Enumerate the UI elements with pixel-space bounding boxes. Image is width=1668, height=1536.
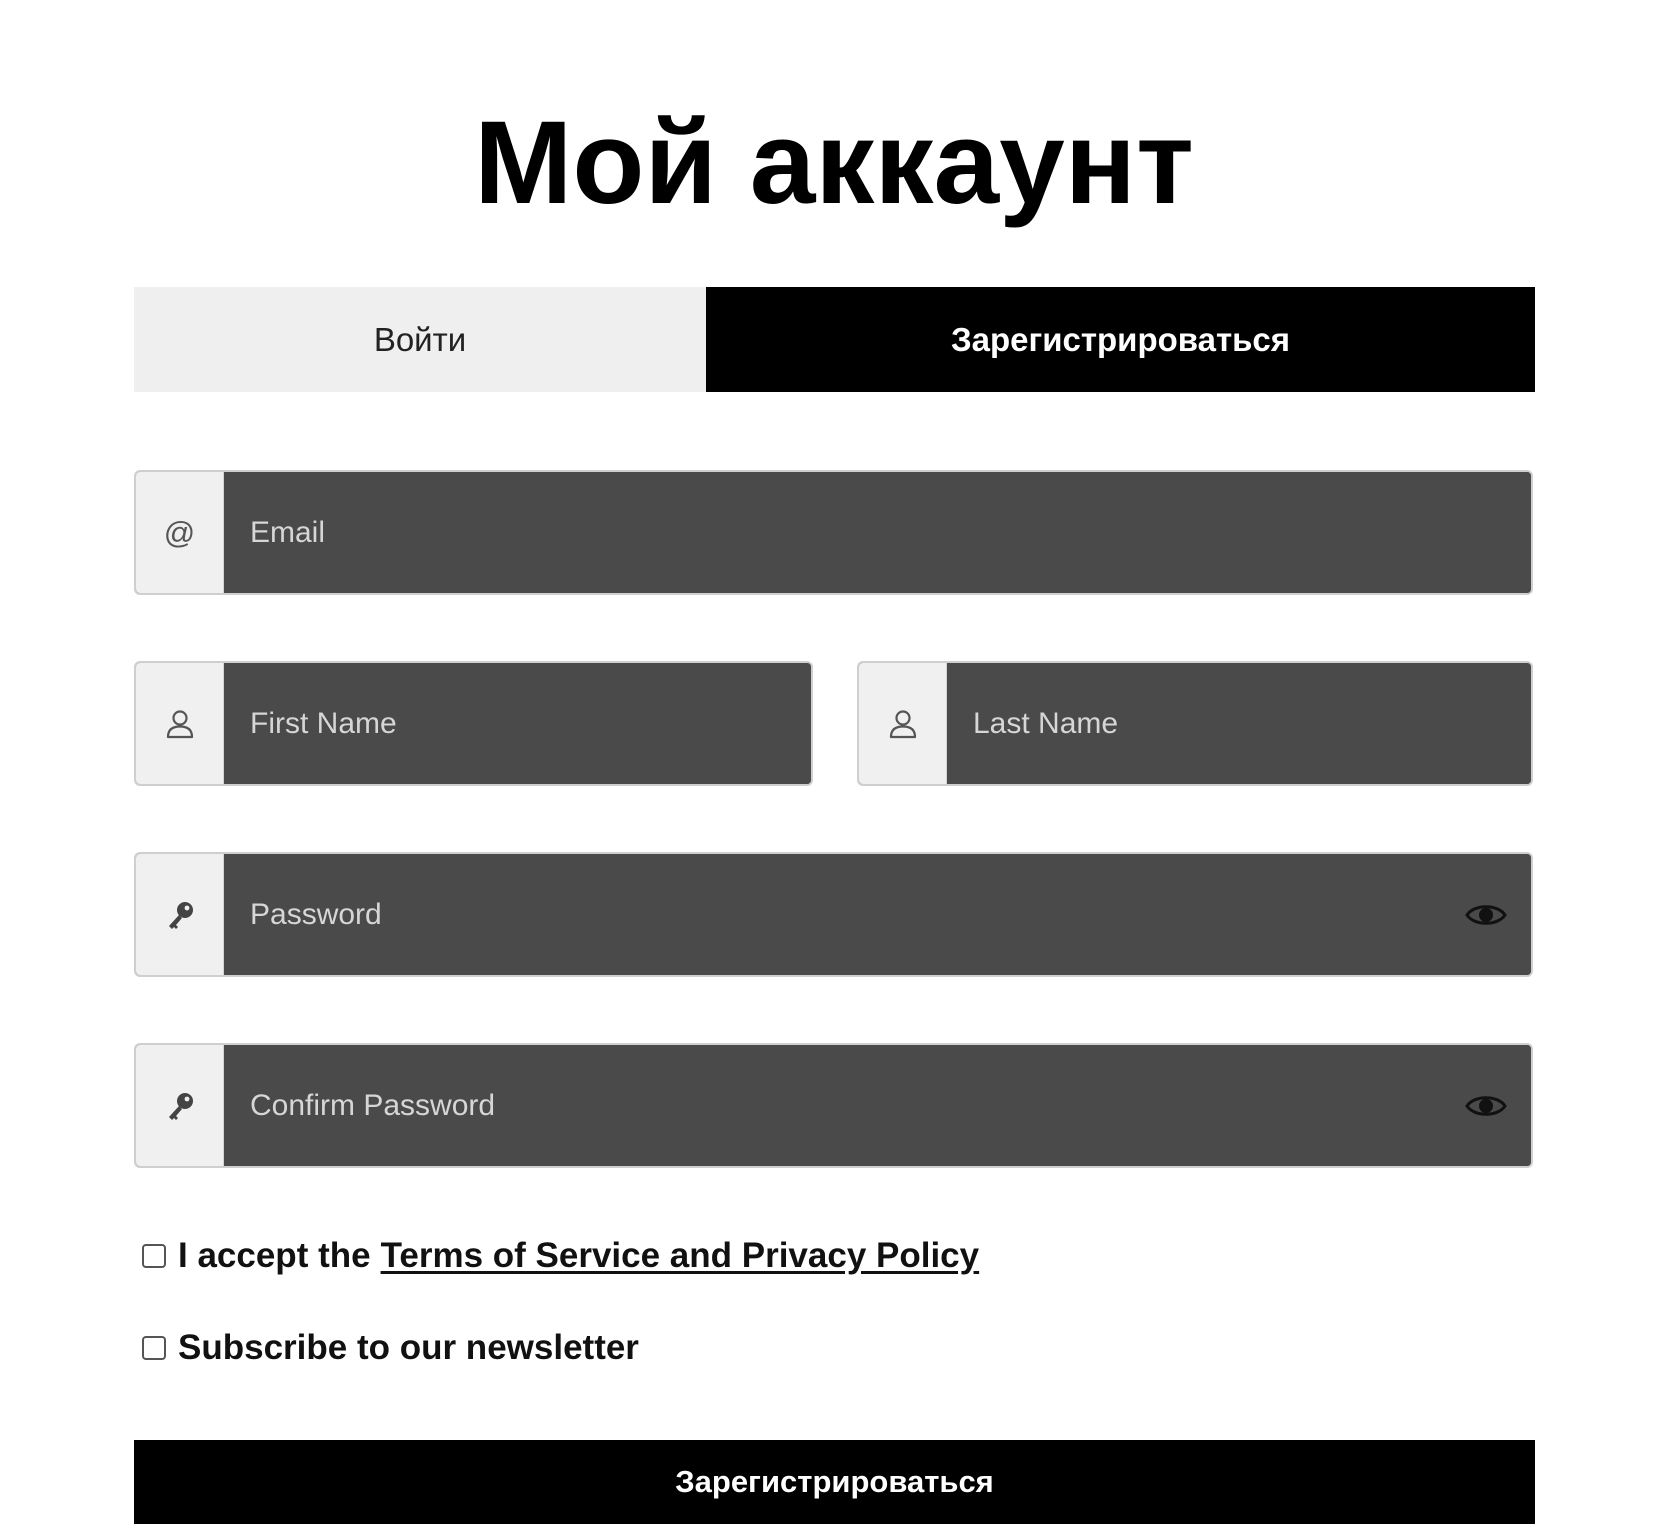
terms-prefix: I accept the xyxy=(178,1236,371,1275)
newsletter-row xyxy=(142,1328,639,1368)
confirm-password-input[interactable] xyxy=(224,1045,1441,1166)
terms-checkbox[interactable] xyxy=(142,1244,166,1268)
eye-icon[interactable] xyxy=(1441,1045,1531,1166)
password-field xyxy=(134,852,1533,977)
key-icon xyxy=(136,1045,224,1166)
page-title: Мой аккаунт xyxy=(474,97,1194,230)
auth-tabs xyxy=(134,287,1535,392)
email-field xyxy=(134,470,1533,595)
tab-login[interactable]: Войти xyxy=(134,287,706,392)
key-icon xyxy=(136,854,224,975)
terms-row xyxy=(142,1236,979,1276)
confirm-password-field xyxy=(134,1043,1533,1168)
user-icon xyxy=(136,663,224,784)
last-name-field xyxy=(857,661,1533,786)
register-button[interactable]: Зарегистрироваться xyxy=(134,1440,1535,1524)
first-name-field xyxy=(134,661,813,786)
email-input[interactable] xyxy=(224,472,1531,593)
eye-icon[interactable] xyxy=(1441,854,1531,975)
at-icon: @ xyxy=(136,472,224,593)
password-input[interactable] xyxy=(224,854,1441,975)
user-icon xyxy=(859,663,947,784)
newsletter-checkbox[interactable] xyxy=(142,1336,166,1360)
last-name-input[interactable] xyxy=(947,663,1531,784)
first-name-input[interactable] xyxy=(224,663,811,784)
tab-register[interactable]: Зарегистрироваться xyxy=(706,287,1535,392)
newsletter-label: Subscribe to our newsletter xyxy=(178,1328,639,1367)
terms-link[interactable]: Terms of Service and Privacy Policy xyxy=(380,1236,980,1275)
